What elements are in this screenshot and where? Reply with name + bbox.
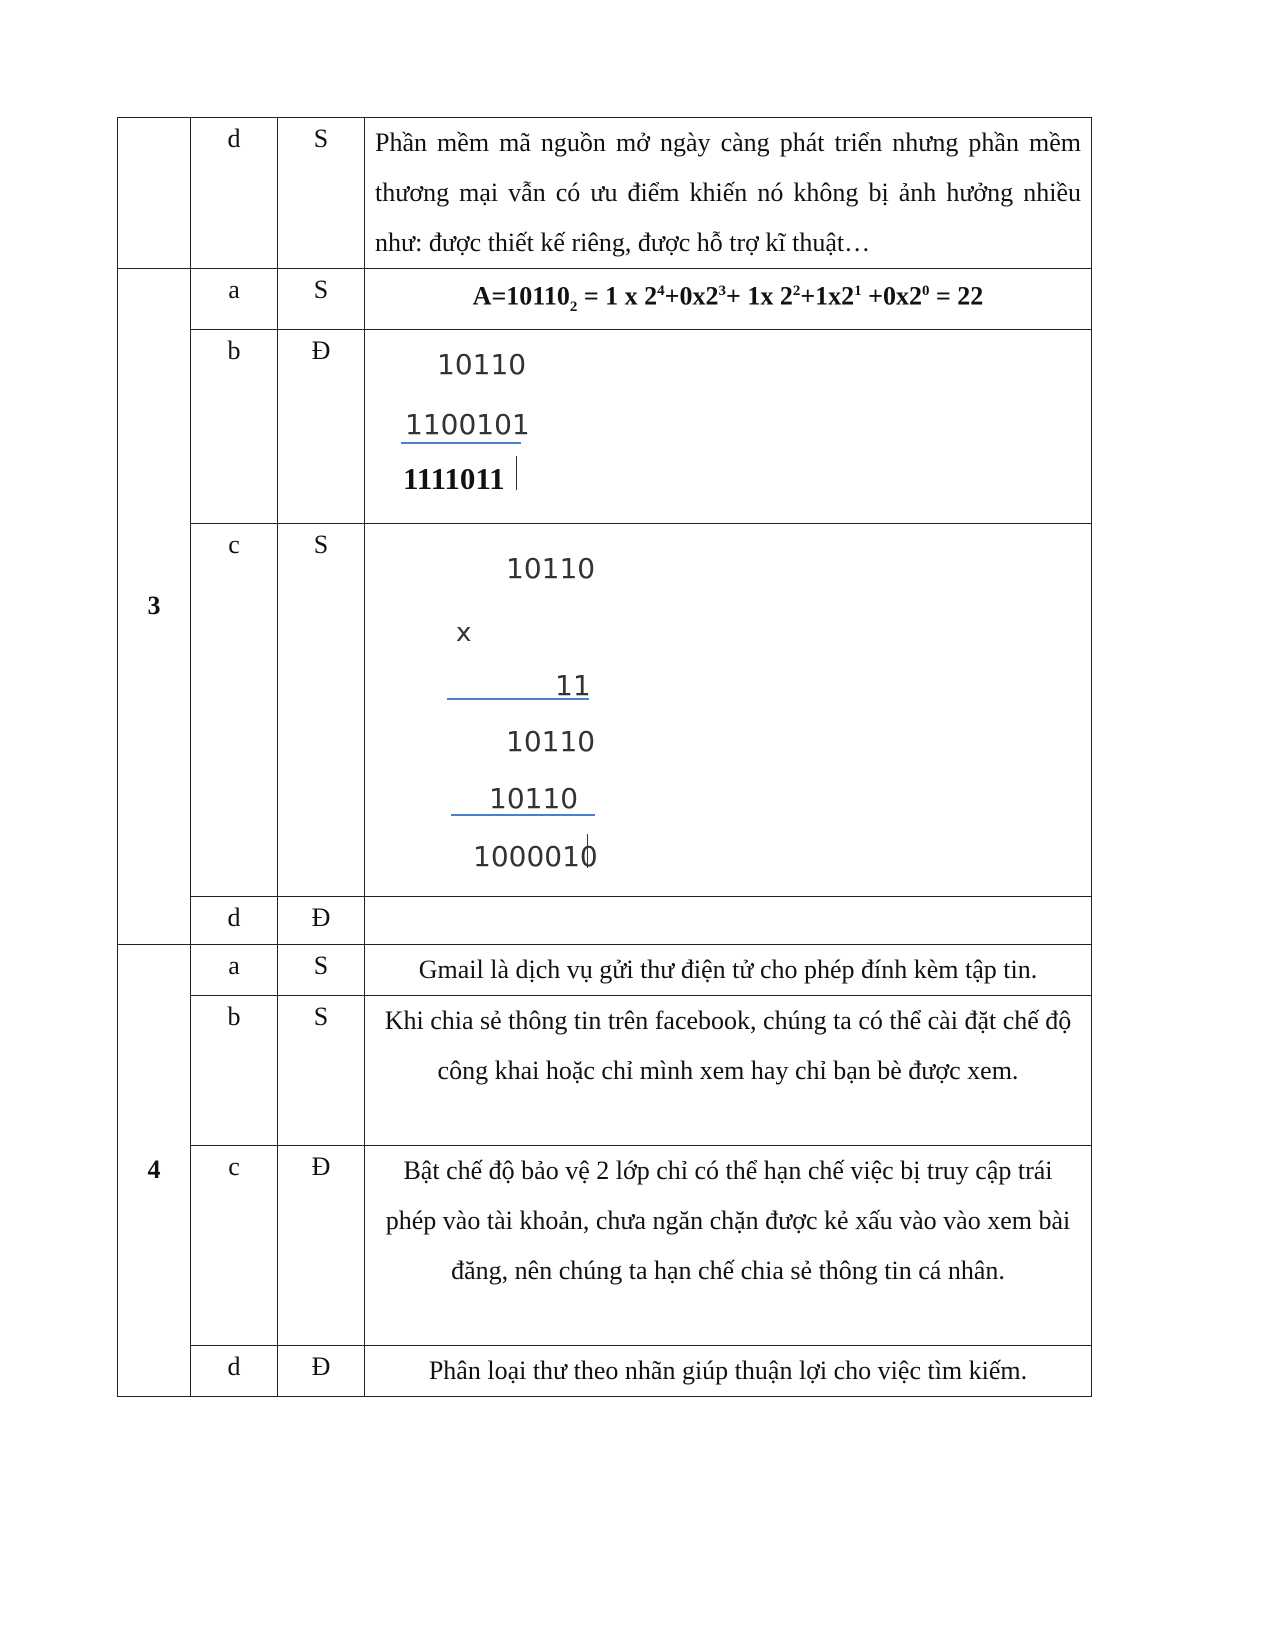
table-row [118, 269, 1092, 330]
sub-question-label: b [191, 329, 278, 523]
multiplicand: 10110 [506, 551, 596, 585]
explanation-text: Bật chế độ bảo vệ 2 lớp chỉ có thể hạn chế việc bị truy cập trái phép vào tài khoản, chưa ngăn chặn được kẻ xấu vào vào xem bài đăng, nên chúng ta hạn chế chia sẻ thông tin cá nhân. [365, 1145, 1092, 1345]
answer-value: Đ [278, 1145, 365, 1345]
answer-value: S [278, 944, 365, 995]
sub-question-label: c [191, 1145, 278, 1345]
sub-question-label: d [191, 118, 278, 269]
explanation-text [365, 896, 1092, 944]
question-number-cell: 4 [118, 944, 191, 1396]
answer-value: Đ [278, 1345, 365, 1396]
table-row [118, 896, 1092, 944]
binary-formula: $A=10110_2 = 1$ x $2^4+0x2^3+ 1x$ $2^2+1x2^1 +0x2^0 = 22$ [365, 269, 1092, 330]
sub-question-label: d [191, 1345, 278, 1396]
answer-value: Đ [278, 896, 365, 944]
table-row [118, 1345, 1092, 1396]
table-row [118, 995, 1092, 1145]
sub-question-label: d [191, 896, 278, 944]
explanation-text: Phân loại thư theo nhãn giúp thuận lợi cho việc tìm kiếm. [365, 1345, 1092, 1396]
sub-question-label: c [191, 523, 278, 896]
sub-question-label: b [191, 995, 278, 1145]
table-row [118, 523, 1092, 896]
answer-value: S [278, 995, 365, 1145]
text-cursor [516, 456, 517, 490]
sub-question-label: a [191, 269, 278, 330]
explanation-text: Gmail là dịch vụ gửi thư điện tử cho phép đính kèm tập tin. [365, 944, 1092, 995]
answer-value: S [278, 523, 365, 896]
addend-1: 10110 [437, 347, 527, 381]
table-row [118, 118, 1092, 269]
explanation-text: Khi chia sẻ thông tin trên facebook, chúng ta có thể cài đặt chế độ công khai hoặc chỉ mình xem hay chỉ bạn bè được xem. [365, 995, 1092, 1145]
addend-2: 1100101 [405, 407, 530, 441]
answer-value: Đ [278, 329, 365, 523]
sum-result: 1111011 [403, 460, 505, 496]
multiplier: 11 [555, 668, 591, 702]
multiply-sign: x [456, 617, 472, 648]
binary-multiplication [365, 523, 1092, 896]
product-result: 1000010 [473, 839, 598, 873]
question-number-cell [118, 118, 191, 269]
binary-addition [365, 329, 1092, 523]
text-cursor [587, 834, 588, 868]
explanation-text: Phần mềm mã nguồn mở ngày càng phát triển nhưng phần mềm thương mại vẫn có ưu điểm khiến nó không bị ảnh hưởng nhiều như: được thiết kế riêng, được hỗ trợ kĩ thuật… [365, 118, 1092, 269]
answer-table [117, 117, 1092, 1397]
table-row [118, 1145, 1092, 1345]
sum-line [401, 442, 521, 444]
product-line [447, 698, 589, 700]
sub-question-label: a [191, 944, 278, 995]
partial-product-2: 10110 [489, 781, 579, 815]
partial-product-1: 10110 [506, 724, 596, 758]
question-number-cell: 3 [118, 269, 191, 945]
answer-value: S [278, 118, 365, 269]
table-row [118, 944, 1092, 995]
table-row [118, 329, 1092, 523]
answer-value: S [278, 269, 365, 330]
sum-line [451, 814, 595, 816]
